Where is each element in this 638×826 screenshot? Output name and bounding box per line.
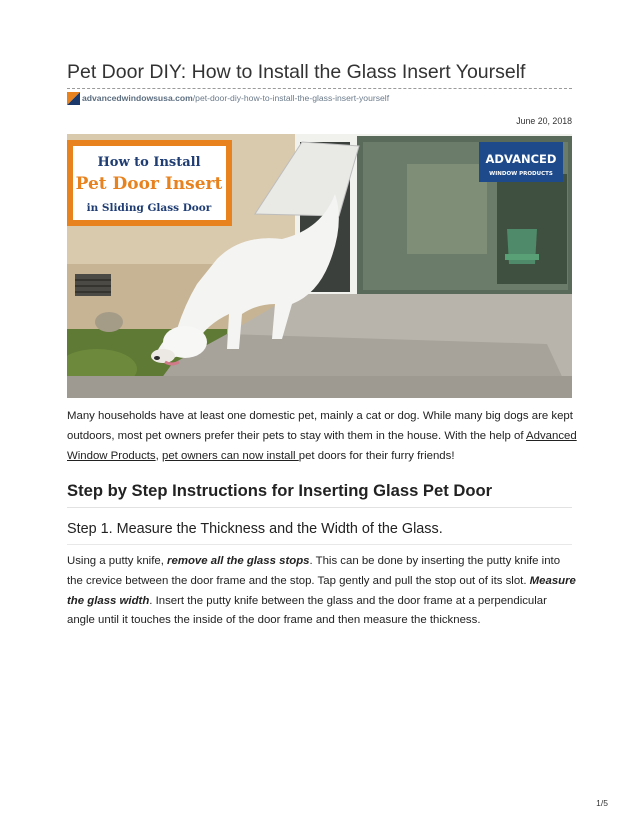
step-1-text-3: . Insert the putty knife between the glass and the door frame at a perpendicular angle until it touches the inside of the door frame and then measure the thickness. — [67, 594, 547, 627]
step-1-text-2: . This can be done by inserting the putty knife into the crevice between the door frame and the stop. Tap gently and pull the stop out of its slot. — [67, 555, 561, 587]
step-1-emphasis-stops: remove all the glass stops — [167, 555, 310, 567]
intro-separator: , — [155, 449, 162, 462]
intro-text-end: pet doors for their furry friends! — [298, 449, 455, 462]
step-1-text: Using a putty knife, — [67, 555, 168, 567]
advanced-window-products-link[interactable]: Advanced Window Products — [67, 429, 577, 462]
source-path[interactable]: /pet-door-diy-how-to-install-the-glass-insert-yourself — [192, 93, 390, 103]
hero-banner-line-1: How to Install — [97, 155, 201, 170]
intro-paragraph — [67, 407, 577, 466]
step-1-heading: Step 1. Measure the Thickness and the Width of the Glass. — [67, 521, 443, 537]
source-link-icon — [67, 92, 80, 105]
publish-date: June 20, 2018 — [516, 116, 572, 126]
install-pet-doors-link[interactable]: pet owners can now install — [161, 449, 299, 462]
hero-banner-line-2: Pet Door Insert — [75, 174, 223, 194]
intro-text: Many households have at least one domestic pet, mainly a cat or dog. While many big dogs are kept outdoors, most pet owners prefer their pets to stay with them in the house. With the help of — [67, 410, 573, 442]
page-number: 1/5 — [596, 798, 608, 808]
section-divider — [67, 507, 572, 508]
logo-line-2: WINDOW PRODUCTS — [489, 171, 553, 177]
hero-image — [67, 134, 572, 398]
article-title: Pet Door DIY: How to Install the Glass Insert Yourself — [67, 61, 526, 83]
logo-line-1: ADVANCED — [485, 152, 557, 166]
source-domain[interactable]: advancedwindowsusa.com — [82, 93, 193, 103]
source-url[interactable] — [82, 93, 389, 103]
step-1-emphasis-width: Measure the glass width — [67, 574, 576, 607]
step-divider — [67, 544, 572, 545]
hero-banner-line-3: in Sliding Glass Door — [86, 202, 212, 214]
step-1-paragraph — [67, 552, 577, 631]
section-heading: Step by Step Instructions for Inserting Glass Pet Door — [67, 481, 493, 500]
title-divider — [67, 88, 572, 89]
